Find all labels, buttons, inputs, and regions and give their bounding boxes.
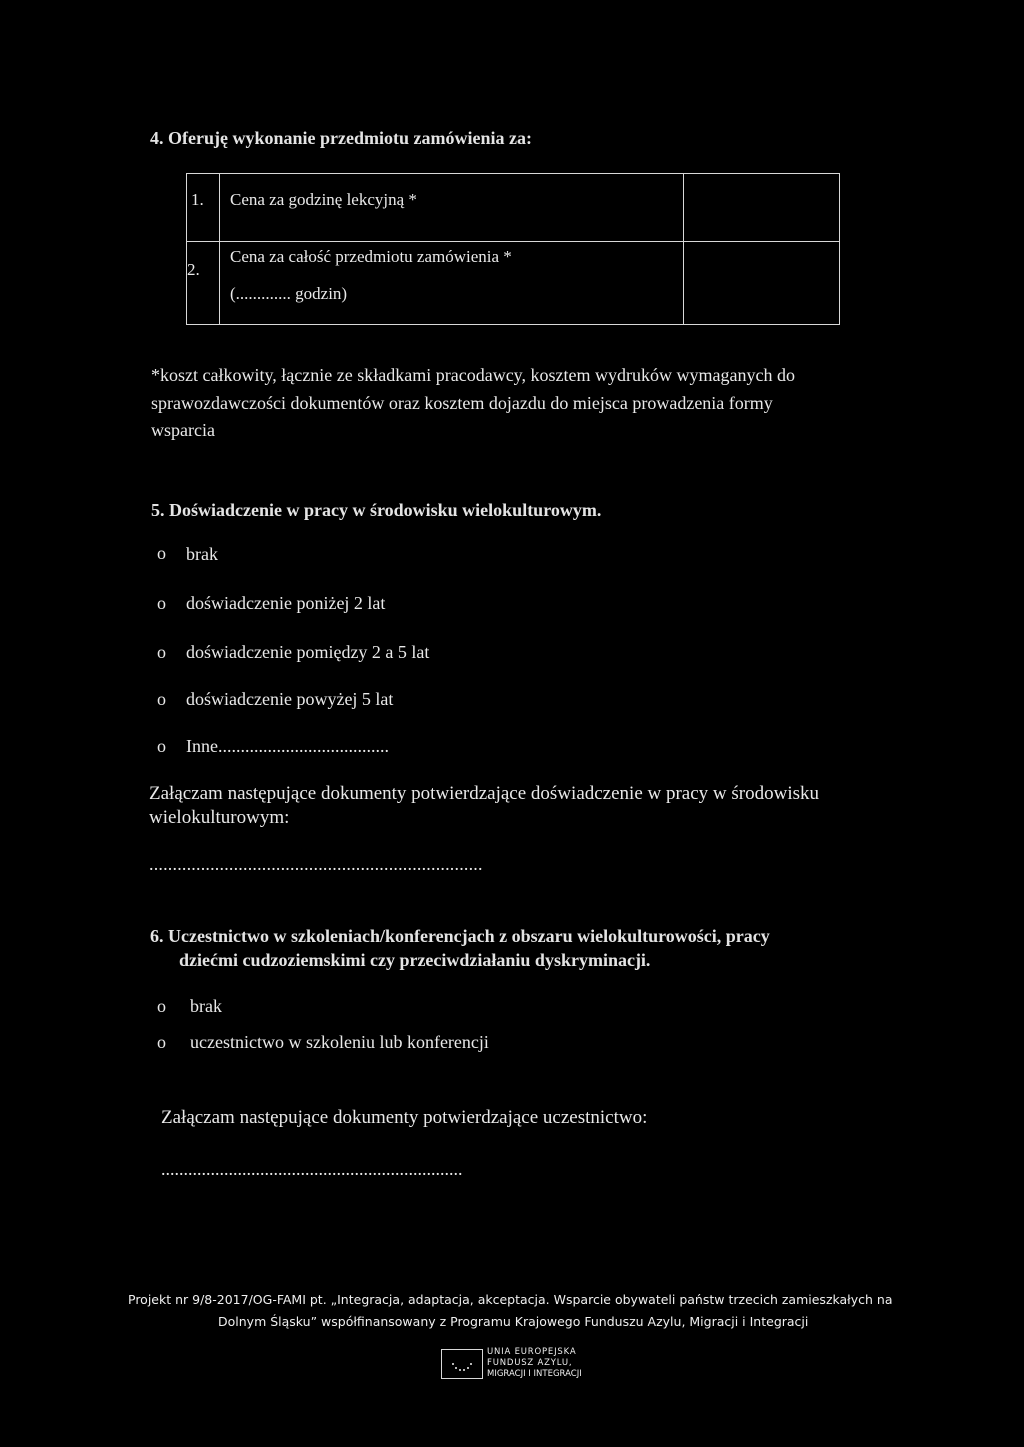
eu-flag-logo — [441, 1349, 483, 1379]
experience-attachment-blank[interactable]: ....................................................................... — [149, 854, 483, 874]
cost-note-line-2: sprawozdawczości dokumentów oraz kosztem dojazdu do miejsca prowadzenia formy — [151, 393, 773, 413]
cost-note-line-1: *koszt całkowity, łącznie ze składkami pracodawcy, kosztem wydruków wymaganych do — [151, 365, 795, 385]
training-attachment-line: Załączam następujące dokumenty potwierdzające uczestnictwo: — [161, 1107, 648, 1128]
option-2-to-5-years: doświadczenie pomiędzy 2 a 5 lat — [186, 642, 430, 662]
footer-project-line-1: Projekt nr 9/8-2017/OG-FAMI pt. „Integracja, adaptacja, akceptacja. Wsparcie obywateli państw trzecich zamieszkałych na — [128, 1292, 893, 1307]
option-bullet[interactable]: o — [157, 642, 166, 662]
option-bullet[interactable]: o — [157, 689, 166, 709]
option-bullet[interactable]: o — [157, 996, 166, 1016]
logo-migration-label: MIGRACJI I INTEGRACJI — [487, 1369, 582, 1379]
training-option-participation: uczestnictwo w szkoleniu lub konferencji — [190, 1032, 489, 1052]
row-2-hours: (............. godzin) — [230, 284, 348, 303]
logo-eu-label: UNIA EUROPEJSKA — [487, 1347, 577, 1357]
option-over-5-years: doświadczenie powyżej 5 lat — [186, 689, 394, 709]
cost-note-line-3: wsparcia — [151, 420, 215, 440]
training-attachment-blank[interactable]: ................................................................... — [161, 1159, 463, 1179]
row-2-label: Cena za całość przedmiotu zamówienia * — [230, 247, 512, 266]
section-6-heading-line-2: dziećmi cudzoziemskimi czy przeciwdziałaniu dyskryminacji. — [179, 950, 651, 970]
row-1-number: 1. — [191, 190, 204, 209]
footer-project-line-2: Dolnym Śląsku” współfinansowany z Programu Krajowego Funduszu Azylu, Migracji i Integracji — [218, 1314, 809, 1329]
price-table — [186, 173, 840, 325]
experience-attachment-line-2: wielokulturowym: — [149, 807, 290, 828]
section-6-heading-line-1: 6. Uczestnictwo w szkoleniach/konferencjach z obszaru wielokulturowości, pracy — [150, 926, 770, 946]
training-option-none: brak — [190, 996, 222, 1016]
section-4-heading: 4. Oferuję wykonanie przedmiotu zamówienia za: — [150, 128, 532, 148]
logo-fund-label: FUNDUSZ AZYLU, — [487, 1358, 573, 1368]
option-other: Inne...................................... — [186, 736, 389, 756]
section-5-heading: 5. Doświadczenie w pracy w środowisku wielokulturowym. — [151, 500, 602, 520]
row-2-price-field[interactable] — [687, 245, 833, 321]
option-bullet[interactable]: o — [157, 543, 166, 563]
eu-stars-icon — [442, 1350, 482, 1378]
row-1-label: Cena za godzinę lekcyjną * — [230, 190, 417, 209]
option-bullet[interactable]: o — [157, 736, 166, 756]
row-1-price-field[interactable] — [687, 177, 833, 237]
option-bullet[interactable]: o — [157, 593, 166, 613]
experience-attachment-line-1: Załączam następujące dokumenty potwierdzające doświadczenie w pracy w środowisku — [149, 783, 820, 804]
option-none: brak — [186, 544, 218, 564]
row-2-number: 2. — [187, 260, 200, 279]
option-bullet[interactable]: o — [157, 1032, 166, 1052]
option-under-2-years: doświadczenie poniżej 2 lat — [186, 593, 386, 613]
